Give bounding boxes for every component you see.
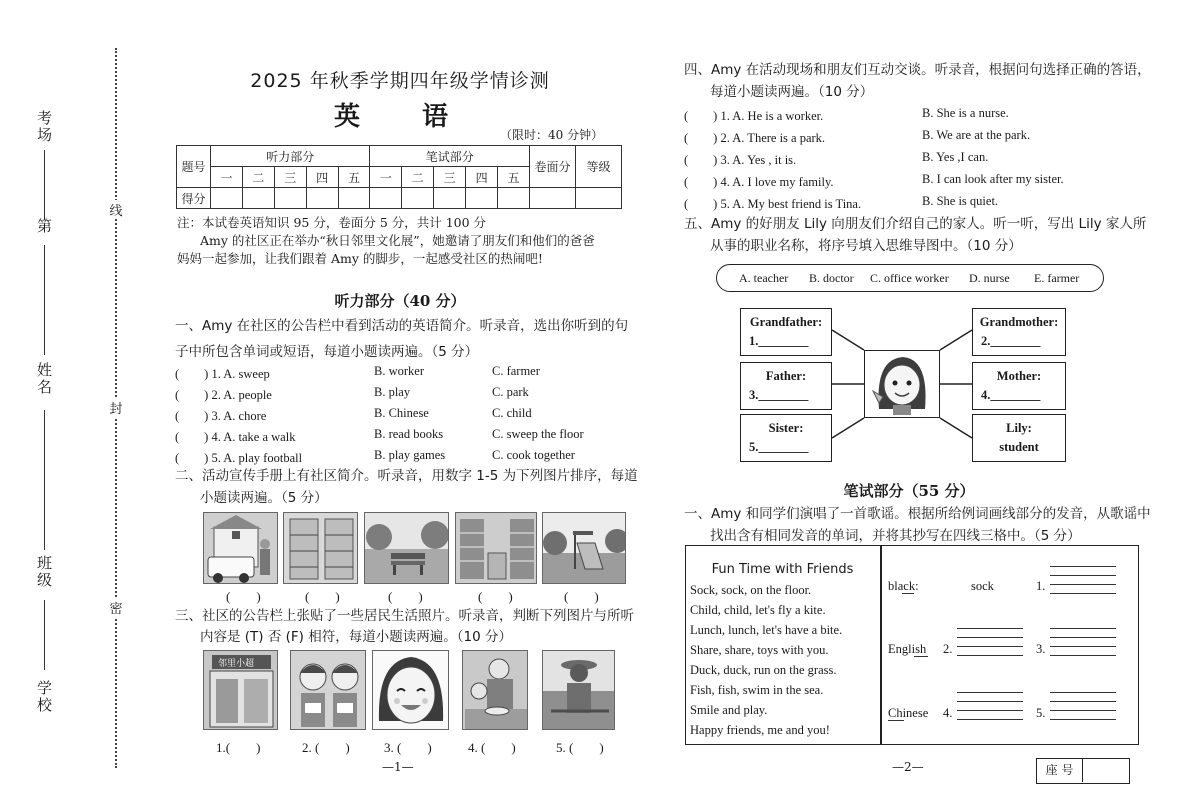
q3-bracket-2[interactable]: 2. ( ) <box>302 740 350 755</box>
written-heading: 笔试部分（55 分） <box>843 482 975 500</box>
exam-room-line <box>44 150 45 220</box>
page-number-2: —2— <box>892 760 924 774</box>
q1-item-1-c: C. farmer <box>492 364 540 378</box>
song-line: Share, share, toys with you. <box>690 643 829 657</box>
q1-item-2-b: B. play <box>374 385 411 399</box>
shop-sign: 邻里小超 <box>218 659 255 669</box>
blank-number-4: 4. <box>943 706 953 720</box>
song-line: Happy friends, me and you! <box>690 723 830 737</box>
song-title: Fun Time with Friends <box>711 562 854 577</box>
job-option-e: E. farmer <box>1034 271 1080 285</box>
q1-item-3-c: C. child <box>492 406 532 420</box>
writing-lines-2[interactable] <box>957 628 1023 656</box>
q4-item-4-b: B. I can look after my sister. <box>922 172 1064 186</box>
score-table-num: 二 <box>402 167 434 188</box>
q3-prompt-line1: 三、社区的公告栏上张贴了一些居民生活照片。听录音，判断下列图片与所听 <box>175 608 634 624</box>
exam-subject: 英 语 <box>333 102 466 132</box>
listening-heading: 听力部分（40 分） <box>334 292 466 310</box>
seal-xian: 线 <box>106 200 126 219</box>
q1-item-2-a[interactable]: ( ) 2. A. people <box>175 388 272 402</box>
intro-line-2: 妈妈一起参加，让我们跟着 Amy 的脚步，一起感受社区的热闹吧! <box>177 251 543 266</box>
q3-bracket-1[interactable]: 1.( ) <box>216 740 261 755</box>
song-box-divider <box>880 545 882 745</box>
score-table-listening: 听力部分 <box>211 146 370 167</box>
lily-picture <box>864 350 940 418</box>
hospital-picture <box>203 512 278 584</box>
score-table-num: 四 <box>466 167 498 188</box>
job-option-c: C. office worker <box>870 271 949 285</box>
seal-feng: 封 <box>106 398 126 417</box>
score-cell[interactable] <box>498 188 530 209</box>
q2-bracket-3[interactable]: ( ) <box>388 589 423 604</box>
q2-prompt-line1: 二、活动宣传手册上有社区简介。听录音，用数字 1-5 为下列图片排序，每道 <box>175 468 638 484</box>
q1-item-1-a[interactable]: ( ) 1. A. sweep <box>175 367 270 381</box>
writing-lines-1[interactable] <box>1050 566 1116 594</box>
grandfather-box <box>740 308 832 356</box>
q4-item-5-a[interactable]: ( ) 5. A. My best friend is Tina. <box>684 197 862 211</box>
score-table-num: 五 <box>498 167 530 188</box>
written-q1-line2: 找出含有相同发音的单词，并将其抄写在四线三格中。（5 分） <box>710 528 1081 544</box>
example-sock: sock <box>971 579 994 593</box>
lily-job: student <box>999 440 1039 454</box>
time-limit: （限时：40 分钟） <box>500 128 604 142</box>
father-blank[interactable]: 3.________ <box>749 388 809 402</box>
score-cell[interactable] <box>338 188 370 209</box>
score-cell[interactable] <box>530 188 576 209</box>
q1-item-2-c: C. park <box>492 385 529 399</box>
example-black: black: <box>888 579 919 593</box>
job-option-d: D. nurse <box>969 271 1010 285</box>
song-line: Child, child, let's fly a kite. <box>690 603 826 617</box>
score-table-num: 三 <box>434 167 466 188</box>
score-table-neatness: 卷面分 <box>530 146 576 188</box>
song-line: Duck, duck, run on the grass. <box>690 663 837 677</box>
exam-room-label: 考场 <box>35 110 53 144</box>
school-label: 学校 <box>35 680 53 714</box>
q4-item-2-a[interactable]: ( ) 2. A. There is a park. <box>684 131 826 145</box>
farmer-picture <box>542 650 615 730</box>
q1-item-5-a[interactable]: ( ) 5. A. play football <box>175 451 303 465</box>
q1-prompt-line1: 一、Amy 在社区的公告栏中看到活动的英语简介。听录音，选出你听到的句 <box>175 318 629 334</box>
score-table-num: 二 <box>242 167 274 188</box>
name-line <box>44 410 45 550</box>
score-table-num: 一 <box>370 167 402 188</box>
mother-label: Mother: <box>996 369 1042 383</box>
smiling-girl-picture <box>372 650 449 730</box>
q1-item-4-b: B. read books <box>374 427 444 441</box>
song-line: Lunch, lunch, let's have a bite. <box>690 623 843 637</box>
q1-item-5-b: B. play games <box>374 448 446 462</box>
blank-number-3: 3. <box>1036 642 1046 656</box>
boys-reading-picture <box>290 650 366 730</box>
q4-item-1-b: B. She is a nurse. <box>922 106 1009 120</box>
q3-bracket-3[interactable]: 3. ( ) <box>384 740 432 755</box>
q5-prompt-line1: 五、Amy 的好朋友 Lily 向朋友们介绍自己的家人。听一听，写出 Lily 家人所 <box>684 216 1147 232</box>
q1-item-1-b: B. worker <box>374 364 424 378</box>
sister-blank[interactable]: 5.________ <box>749 440 809 454</box>
score-table-num: 三 <box>274 167 306 188</box>
score-cell[interactable] <box>211 188 243 209</box>
example-black-underline <box>902 593 914 594</box>
example-chinese-underline <box>888 720 904 721</box>
q4-item-1-a[interactable]: ( ) 1. A. He is a worker. <box>684 109 824 123</box>
shop-front-picture <box>203 650 278 730</box>
sister-box <box>740 414 832 462</box>
mother-blank[interactable]: 4.________ <box>981 388 1041 402</box>
q2-bracket-2[interactable]: ( ) <box>305 589 340 604</box>
score-table-num: 四 <box>306 167 338 188</box>
lily-label: Lily: <box>1006 421 1032 435</box>
seat-number-box <box>1036 758 1130 784</box>
class-label: 班级 <box>35 555 53 589</box>
blank-number-1: 1. <box>1036 579 1046 593</box>
job-options-box <box>716 264 1104 292</box>
example-english-underline <box>914 656 928 657</box>
score-cell[interactable] <box>576 188 622 209</box>
grandmother-label: Grandmother: <box>979 315 1059 329</box>
job-option-b: B. doctor <box>809 271 854 285</box>
name-label: 姓名 <box>35 362 53 396</box>
song-line: Smile and play. <box>690 703 768 717</box>
q4-item-2-b: B. We are at the park. <box>922 128 1031 142</box>
q3-bracket-4[interactable]: 4. ( ) <box>468 740 516 755</box>
lily-box <box>972 414 1066 462</box>
grandfather-label: Grandfather: <box>749 315 823 329</box>
q1-item-4-a[interactable]: ( ) 4. A. take a walk <box>175 430 296 444</box>
q4-item-3-b: B. Yes ,I can. <box>922 150 989 164</box>
father-box <box>740 362 832 410</box>
playground-picture <box>542 512 626 584</box>
grandmother-blank[interactable]: 2.________ <box>981 334 1041 348</box>
writing-lines-5[interactable] <box>1050 692 1116 720</box>
score-cell[interactable] <box>306 188 338 209</box>
park-picture <box>364 512 449 584</box>
q3-prompt-line2: 内容是 (T) 否 (F) 相符，每道小题读两遍。（10 分） <box>200 629 512 645</box>
example-english: English <box>888 642 927 656</box>
score-cell[interactable] <box>370 188 402 209</box>
written-q1-line1: 一、Amy 和同学们演唱了一首歌谣。根据所给例词画线部分的发音，从歌谣中 <box>684 506 1151 522</box>
song-line: Fish, fish, swim in the sea. <box>690 683 824 697</box>
score-cell[interactable] <box>402 188 434 209</box>
q1-item-5-c: C. cook together <box>492 448 575 462</box>
q4-item-5-b: B. She is quiet. <box>922 194 999 208</box>
score-table-grade: 等级 <box>576 146 622 188</box>
mother-box <box>972 362 1066 410</box>
q2-prompt-line2: 小题读两遍。（5 分） <box>200 490 328 506</box>
grandmother-box <box>972 308 1066 356</box>
q1-prompt-line2: 子中所包含单词或短语，每道小题读两遍。（5 分） <box>175 344 479 360</box>
score-cell[interactable] <box>434 188 466 209</box>
score-table-question-no: 题号 <box>177 146 211 188</box>
seat-number-label: 座 号 <box>1037 759 1083 782</box>
q1-item-4-c: C. sweep the floor <box>492 427 584 441</box>
q4-prompt-line2: 每道小题读两遍。（10 分） <box>710 84 874 100</box>
seal-mi: 密 <box>106 598 126 617</box>
q2-bracket-4[interactable]: ( ) <box>478 589 513 604</box>
writing-lines-4[interactable] <box>957 692 1023 720</box>
score-table <box>176 145 622 209</box>
blank-number-5: 5. <box>1036 706 1046 720</box>
score-note: 注：本试卷英语知识 95 分，卷面分 5 分，共计 100 分 <box>177 215 487 230</box>
writing-lines-3[interactable] <box>1050 628 1116 656</box>
example-chinese: Chinese <box>888 706 929 720</box>
score-cell[interactable] <box>242 188 274 209</box>
score-table-writing: 笔试部分 <box>370 146 530 167</box>
page-number-1: —1— <box>382 760 414 774</box>
q5-prompt-line2: 从事的职业名称，将序号填入思维导图中。（10 分） <box>710 238 1022 254</box>
q4-item-4-a[interactable]: ( ) 4. A. I love my family. <box>684 175 834 189</box>
q3-bracket-5[interactable]: 5. ( ) <box>556 740 604 755</box>
father-label: Father: <box>765 369 807 383</box>
song-line: Sock, sock, on the floor. <box>690 583 812 597</box>
q4-prompt-line1: 四、Amy 在活动现场和朋友们互动交谈。听录音，根据问句选择正确的答语， <box>684 62 1151 78</box>
q4-item-3-a[interactable]: ( ) 3. A. Yes , it is. <box>684 153 797 167</box>
blank-number-2: 2. <box>943 642 953 656</box>
q1-item-3-b: B. Chinese <box>374 406 429 420</box>
seat-label: 第 <box>35 218 53 235</box>
store-picture <box>283 512 358 584</box>
exam-title: 2025 年秋季学期四年级学情诊测 <box>250 70 550 92</box>
class-line <box>44 600 45 670</box>
score-cell[interactable] <box>466 188 498 209</box>
intro-line-1: Amy 的社区正在举办“秋日邻里文化展”，她邀请了朋友们和他们的爸爸 <box>200 233 595 248</box>
score-table-score: 得分 <box>177 188 211 209</box>
library-picture <box>455 512 537 584</box>
q2-bracket-1[interactable]: ( ) <box>226 589 261 604</box>
score-table-num: 一 <box>211 167 243 188</box>
score-cell[interactable] <box>274 188 306 209</box>
grandfather-blank[interactable]: 1.________ <box>749 334 809 348</box>
score-table-num: 五 <box>338 167 370 188</box>
q1-item-3-a[interactable]: ( ) 3. A. chore <box>175 409 267 423</box>
q2-bracket-5[interactable]: ( ) <box>564 589 599 604</box>
cooking-picture <box>462 650 528 730</box>
sister-label: Sister: <box>768 421 804 435</box>
job-option-a: A. teacher <box>739 271 789 285</box>
seat-line <box>44 245 45 355</box>
seat-number-field[interactable] <box>1085 759 1129 782</box>
